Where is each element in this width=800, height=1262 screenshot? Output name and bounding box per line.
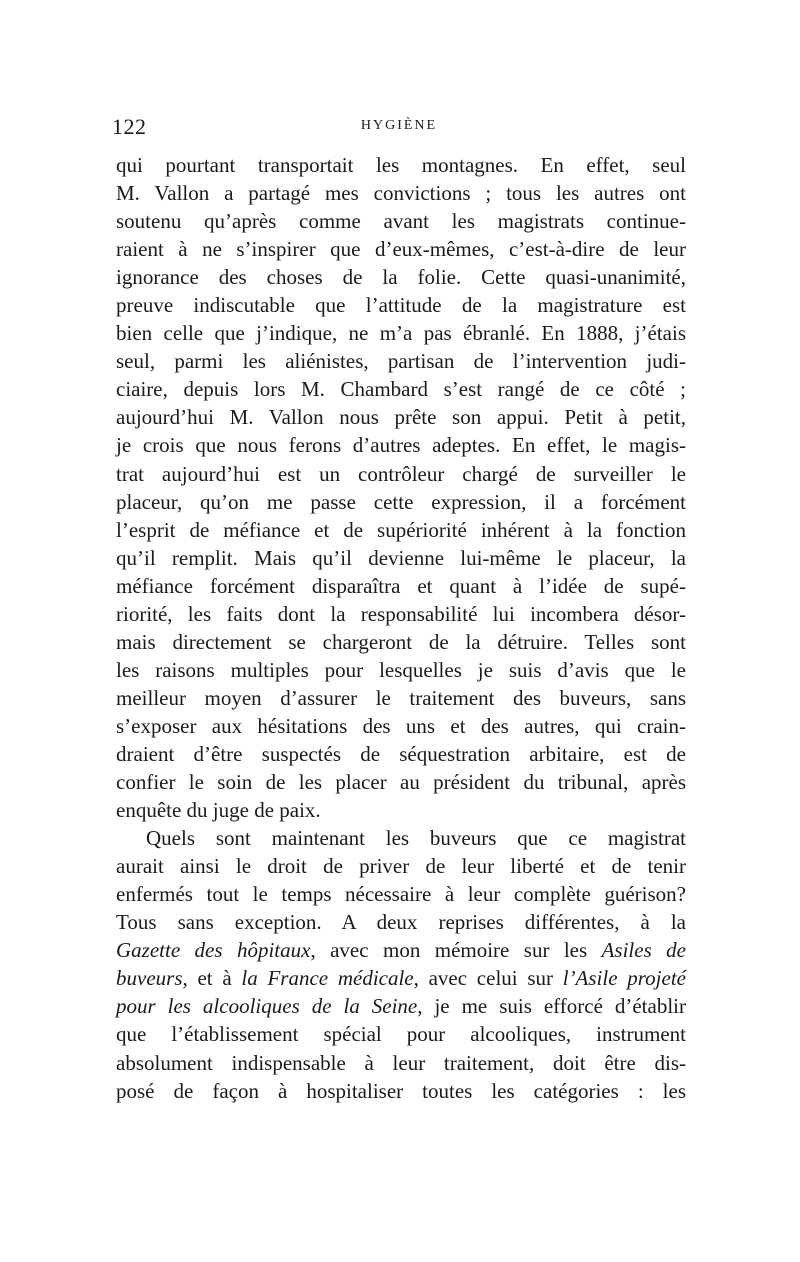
text-line (116, 964, 686, 992)
text-segment: soutenu qu’après comme avant les magistrats continue- (116, 209, 686, 234)
text-segment: les raisons multiples pour lesquelles je suis d’avis que le (116, 657, 686, 682)
text-segment: , je me suis efforcé d’établir (417, 994, 687, 1019)
body-text (116, 151, 686, 1105)
text-segment: posé de façon à hospitaliser toutes les catégories : les (116, 1078, 686, 1103)
text-line (116, 1077, 686, 1105)
text-line (116, 712, 686, 740)
text-segment: l’esprit de méfiance et de supériorité inhérent à la fonction (116, 517, 686, 542)
text-line (116, 179, 686, 207)
text-segment: enfermés tout le temps nécessaire à leur complète guérison? (116, 882, 686, 907)
text-segment: enquête du juge de paix. (116, 798, 321, 823)
text-segment: qu’il remplit. Mais qu’il devienne lui-même le placeur, la (116, 545, 686, 570)
text-segment: s’exposer aux hésitations des uns et des autres, qui crain- (116, 713, 686, 738)
text-segment: que l’établissement spécial pour alcooliques, instrument (116, 1022, 686, 1047)
italic-text: pour les alcooliques de la Seine (116, 994, 418, 1019)
text-segment: aurait ainsi le droit de priver de leur liberté et de tenir (116, 854, 686, 879)
text-line (116, 460, 686, 488)
text-line (116, 796, 686, 824)
text-line (116, 852, 686, 880)
text-line (116, 880, 686, 908)
italic-text: la France médicale (241, 966, 414, 991)
text-line (116, 1049, 686, 1077)
text-segment: raient à ne s’inspirer que d’eux-mêmes, c’est-à-dire de leur (116, 237, 686, 262)
text-segment: aujourd’hui M. Vallon nous prête son appui. Petit à petit, (116, 405, 686, 430)
text-segment: Tous sans exception. A deux reprises différentes, à la (116, 910, 686, 935)
running-title: HYGIÈNE (360, 118, 438, 133)
italic-text: buveurs (116, 966, 183, 991)
text-line (116, 207, 686, 235)
text-segment: bien celle que j’indique, ne m’a pas ébranlé. En 1888, j’étais (116, 321, 686, 346)
text-segment: draient d’être suspectés de séquestration arbitaire, est de (116, 741, 686, 766)
text-line (116, 684, 686, 712)
text-segment: trat aujourd’hui est un contrôleur chargé de surveiller le (116, 461, 686, 486)
text-line (116, 992, 686, 1020)
italic-text: l’Asile projeté (562, 966, 686, 991)
text-segment: riorité, les faits dont la responsabilité lui incombera désor- (116, 601, 686, 626)
italic-text: Asiles de (601, 938, 686, 963)
text-line (116, 768, 686, 796)
text-segment: méfiance forcément disparaîtra et quant à l’idée de supé- (116, 573, 686, 598)
text-line (116, 488, 686, 516)
running-head (112, 114, 686, 144)
text-line (116, 1020, 686, 1048)
text-segment: qui pourtant transportait les montagnes. En effet, seul (116, 153, 686, 177)
text-line (116, 403, 686, 431)
page-number: 122 (112, 114, 147, 139)
text-line (116, 347, 686, 375)
text-line (116, 375, 686, 403)
text-line (116, 516, 686, 544)
text-segment: , et à (182, 966, 242, 991)
text-segment: M. Vallon a partagé mes convictions ; tous les autres ont (116, 181, 686, 206)
text-segment: je crois que nous ferons d’autres adeptes. En effet, le magis- (116, 433, 686, 458)
text-line (116, 740, 686, 768)
text-line (116, 235, 686, 263)
text-segment: absolument indispensable à leur traitement, doit être dis- (116, 1050, 686, 1075)
text-line (116, 431, 686, 459)
text-segment: , avec mon mémoire sur les (310, 938, 602, 963)
text-segment: preuve indiscutable que l’attitude de la magistrature est (116, 293, 686, 318)
text-segment: Quels sont maintenant les buveurs que ce magistrat (146, 826, 686, 851)
text-line (116, 151, 686, 179)
text-line (116, 572, 686, 600)
text-line (116, 936, 686, 964)
italic-text: Gazette des hôpitaux (116, 938, 311, 963)
text-segment: ignorance des choses de la folie. Cette quasi-unanimité, (116, 265, 686, 290)
text-line (116, 263, 686, 291)
text-line (116, 544, 686, 572)
text-line (116, 628, 686, 656)
text-segment: mais directement se chargeront de la détruire. Telles sont (116, 629, 686, 654)
text-segment: seul, parmi les aliénistes, partisan de l’intervention judi- (116, 349, 686, 374)
text-line (116, 319, 686, 347)
text-line (116, 656, 686, 684)
text-segment: placeur, qu’on me passe cette expression, il a forcément (116, 489, 686, 514)
text-line (116, 291, 686, 319)
text-segment: meilleur moyen d’assurer le traitement des buveurs, sans (116, 685, 686, 710)
text-segment: , avec celui sur (413, 966, 563, 991)
text-line (116, 908, 686, 936)
text-line (116, 824, 686, 852)
text-segment: confier le soin de les placer au président du tribunal, après (116, 770, 686, 795)
text-line (116, 600, 686, 628)
text-segment: ciaire, depuis lors M. Chambard s’est rangé de ce côté ; (116, 377, 686, 402)
